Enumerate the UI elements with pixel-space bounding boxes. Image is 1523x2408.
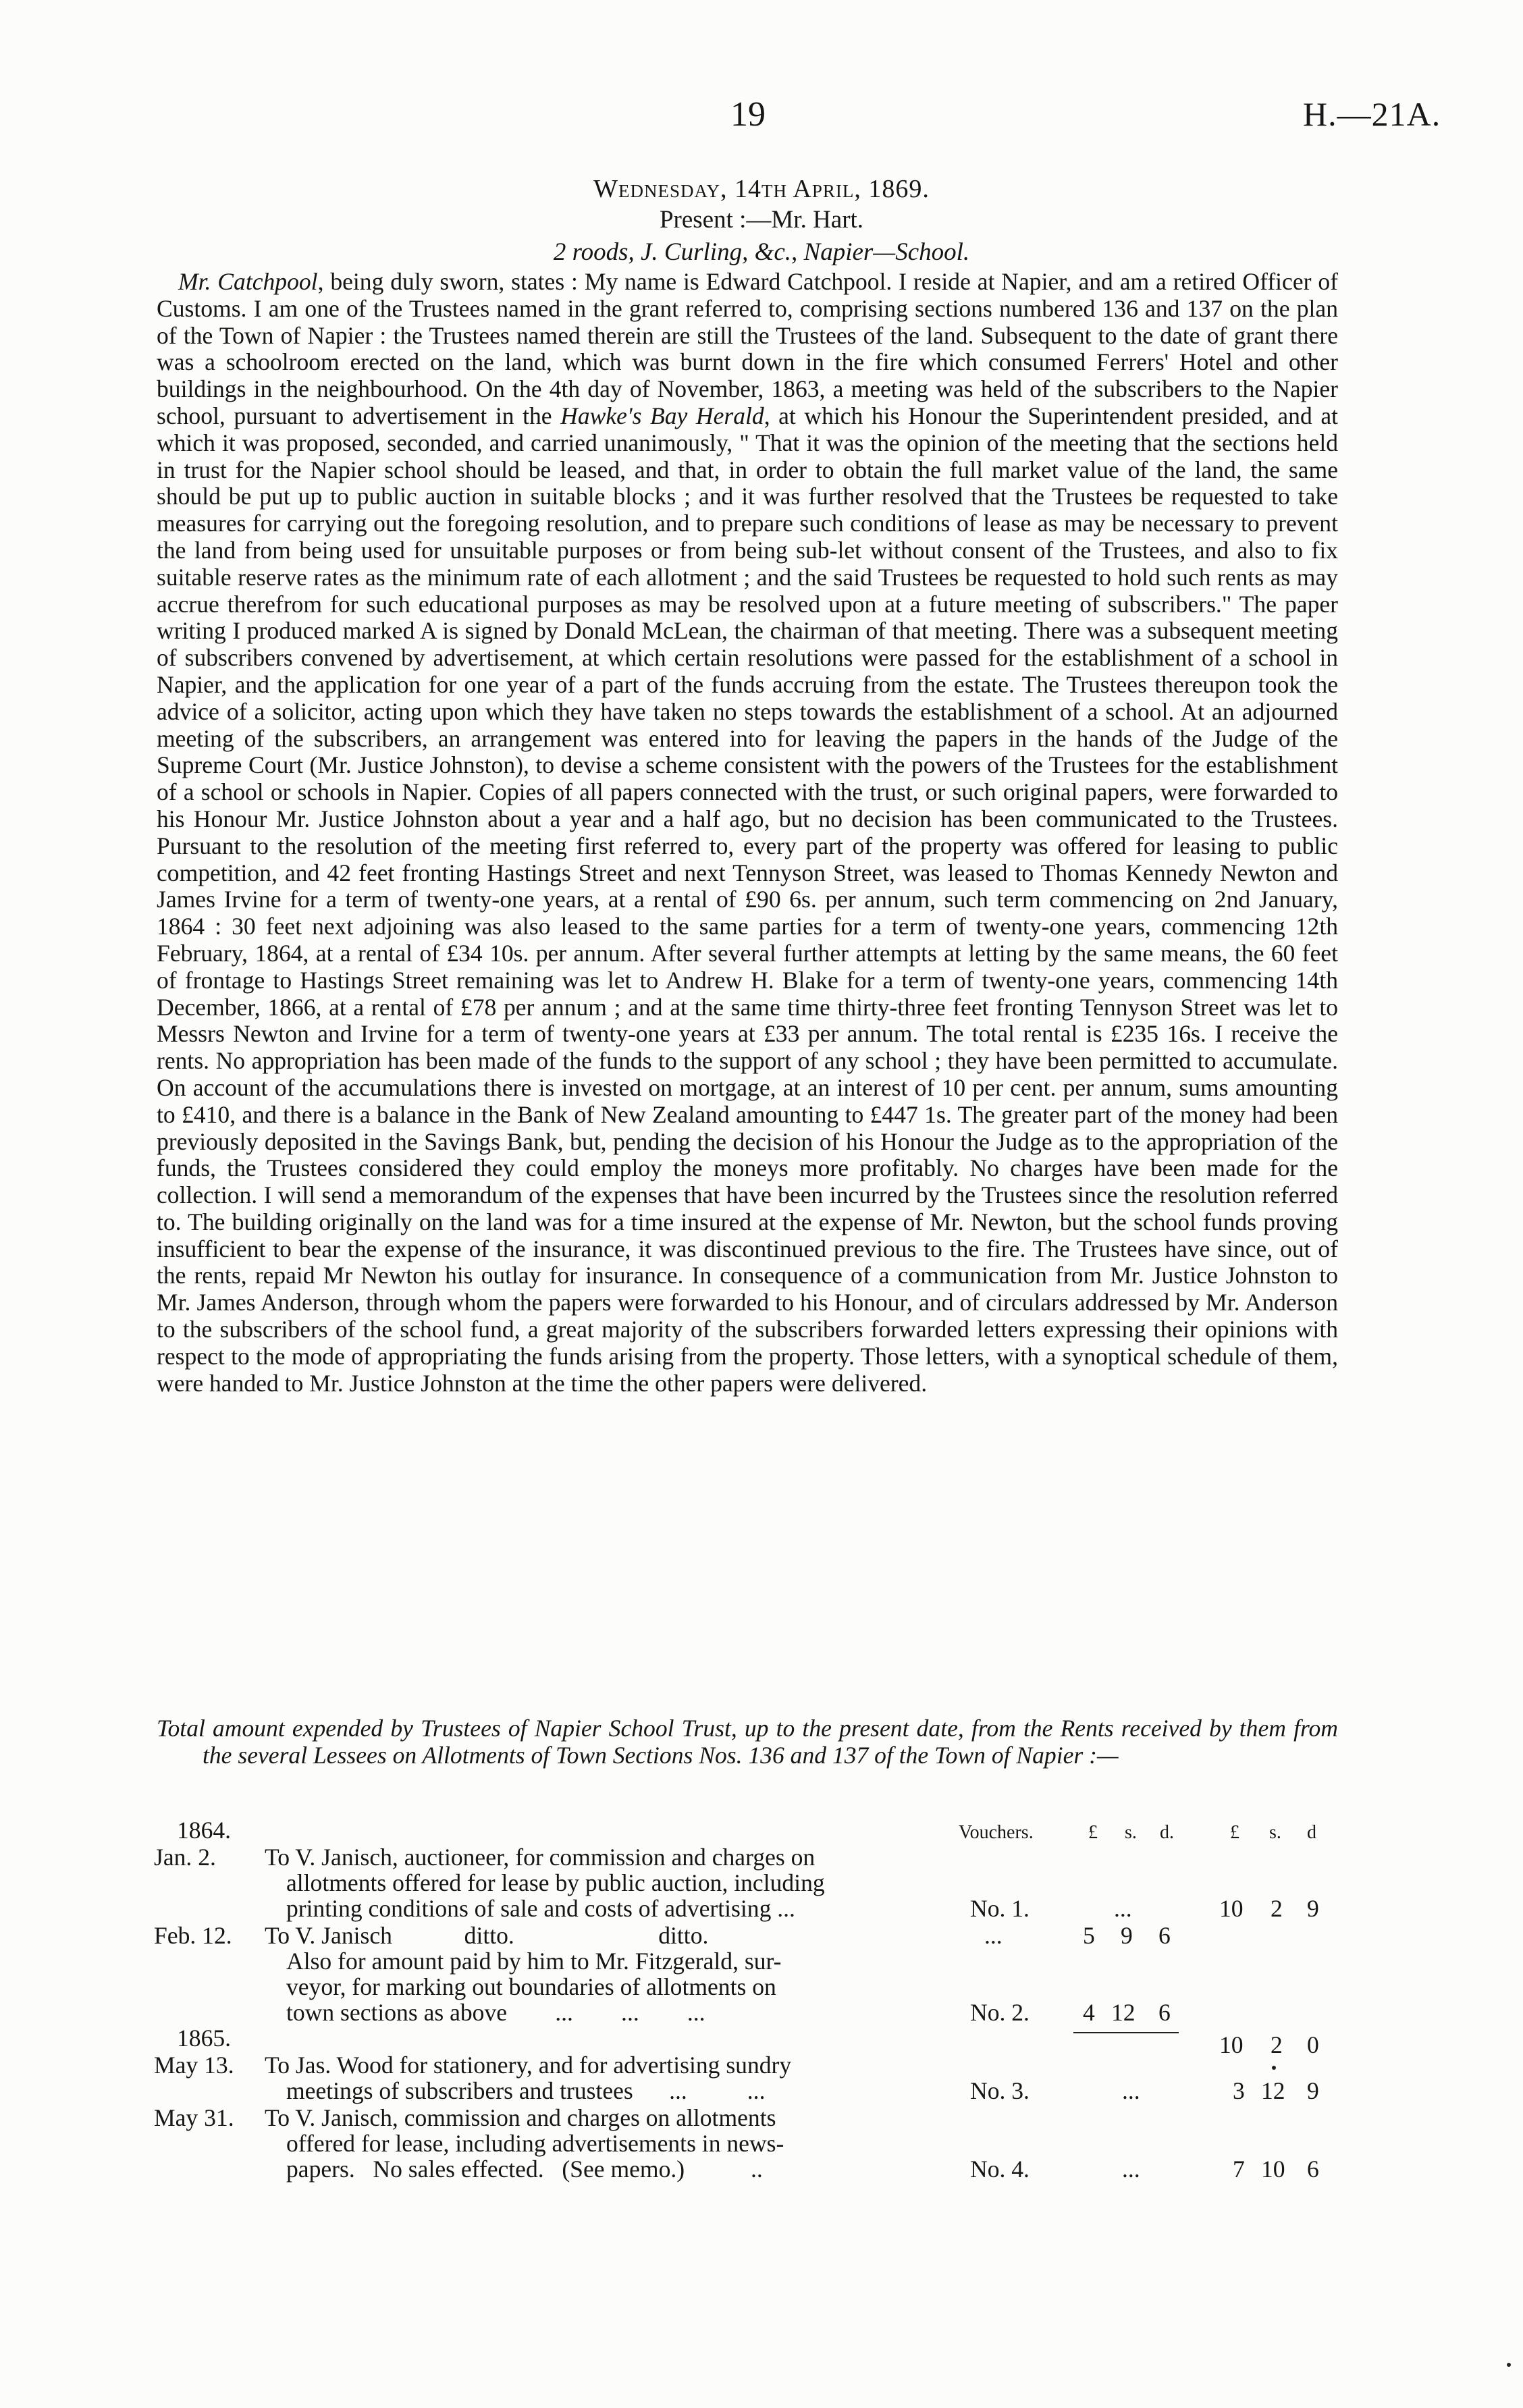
entry-voucher: No. 4. — [970, 2156, 1030, 2183]
entry-subtotal: ... — [1122, 2077, 1140, 2104]
entry-line: To Jas. Wood for stationery, and for advertising sundry — [265, 2052, 792, 2079]
col-shillings-2: s. — [1269, 1822, 1281, 1843]
entry-sub-pence: 6 — [1158, 1999, 1171, 2026]
entry-pounds: 10 — [1219, 2031, 1244, 2058]
newspaper-name: Hawke's Bay Herald — [560, 402, 764, 429]
col-pounds-2: £ — [1230, 1822, 1239, 1843]
entry-line: offered for lease, including advertisements in news- — [286, 2130, 784, 2157]
entry-shillings: 10 — [1261, 2156, 1285, 2183]
ink-dot — [1272, 2066, 1276, 2070]
col-shillings-1: s. — [1125, 1822, 1137, 1843]
witness-name: Mr. Catchpool — [178, 268, 318, 295]
entry-voucher: ... — [984, 1922, 1003, 1949]
entry-pence: 0 — [1307, 2031, 1319, 2058]
entry-description — [265, 2052, 926, 2104]
entry-voucher: No. 3. — [970, 2077, 1030, 2104]
year-1865: 1865. — [177, 2025, 232, 2052]
entry-pounds: 7 — [1233, 2156, 1245, 2183]
entry-date: May 13. — [154, 2052, 234, 2079]
entry-pence: 6 — [1307, 2156, 1319, 2183]
entry-line: town sections as above ... ... ... — [286, 1999, 705, 2026]
entry-line: allotments offered for lease by public auction, including — [286, 1869, 825, 1896]
entry-voucher: No. 1. — [970, 1895, 1030, 1922]
col-pence-1: d. — [1160, 1822, 1174, 1843]
entry-subtotal: ... — [1114, 1895, 1132, 1922]
margin-mark — [1507, 2363, 1511, 2367]
entry-subtotal: ... — [1122, 2156, 1140, 2183]
entry-sub-shillings: 12 — [1111, 1999, 1135, 2026]
entry-voucher: No. 2. — [970, 1999, 1030, 2026]
entry-line: Also for amount paid by him to Mr. Fitzgerald, sur- — [286, 1948, 782, 1975]
testimony-text-2: , at which his Honour the Superintendent presided, and at which it was proposed, seconded, and carried unanimously, " That it was the opinion of the meeting that the sections held in trust for the Napier school should be leased, and that, in order to obtain the full market value of the land, the same should be put up to public auction in suitable blocks ; and it was further resolved that the Trustees be requested to take measures for carrying out the foregoing resolution, and to prepare such conditions of lease as may be necessary to prevent the land from being used for unsuitable purposes or from being sub-let without consent of the Trustees, and also to fix suitable reserve rates as the minimum rate of each allotment ; and the said Trustees be requested to hold such rents as may accrue therefrom for such educational purposes as may be resolved upon at a future meeting of subscribers." The paper writing I produced marked A is signed by Donald McLean, the chairman of that meeting. There was a subsequent meeting of subscribers convened by advertisement, at which certain resolutions were passed for the establishment of a school in Napier, and the application for one year of a part of the funds accruing from the estate. The Trustees thereupon took the advice of a solicitor, acting upon which they have taken no steps towards the establishment of a school. At an adjourned meeting of the subscribers, an arrangement was entered into for leaving the papers in the hands of the Judge of the Supreme Court (Mr. Justice Johnston), to devise a scheme consistent with the powers of the Trustees for the establishment of a school or schools in Napier. Copies of all papers connected with the trust, or such original papers, were forwarded to his Honour Mr. Justice Johnston about a year and a half ago, but no decision has been communicated to the Trustees. Pursuant to the resolution of the meeting first referred to, every part of the property was offered for leasing to public competition, and 42 feet fronting Hastings Street and next Tennyson Street, was leased to Thomas Kennedy Newton and James Irvine for a term of twenty-one years, at a rental of £90 6s. per annum, such term commencing on 2nd January, 1864 : 30 feet next adjoining was also leased to the same parties for a term of twenty-one years, commencing 12th February, 1864, at a rental of £34 10s. per annum. After several further attempts at letting by the same means, the 60 feet of frontage to Hastings Street remaining was let to Andrew H. Blake for a term of twenty-one years, commencing 14th December, 1866, at a rental of £78 per annum ; and at the same time thirty-three feet fronting Tennyson Street was let to Messrs Newton and Irvine for a term of twenty-one years at £33 per annum. The total rental is £235 16s. I receive the rents. No appropriation has been made of the funds to the support of any school ; they have been permitted to accumulate. On account of the accumulations there is invested on mortgage, at an interest of 10 per cent. per annum, sums amounting to £410, and there is a balance in the Bank of New Zealand amounting to £447 1s. The greater part of the money had been previously deposited in the Savings Bank, but, pending the decision of his Honour the Judge as to the appropriation of the funds, the Trustees considered they could employ the moneys more profitably. No charges have been made for the collection. I will send a memorandum of the expenses that have been incurred by the Trustees since the resolution referred to. The building originally on the land was for a time insured at the expense of Mr. Newton, but the school funds proving insufficient to bear the expense of the insurance, it was discontinued previous to the fire. The Trustees have since, out of the rents, repaid Mr Newton his outlay for insurance. In consequence of a communication from Mr. Justice Johnston to Mr. James Anderson, through whom the papers were forwarded to his Honour, and of circulars addressed by Mr. Anderson to the subscribers of the school fund, a great majority of the subscribers forwarded letters expressing their opinions with respect to the mode of appropriating the funds arising from the property. Those letters, with a synoptical schedule of them, were handed to Mr. Justice Johnston at the time the other papers were delivered. — [157, 402, 1338, 1397]
subtotal-rule — [1073, 2032, 1179, 2033]
case-title: 2 roods, J. Curling, &c., Napier—School. — [553, 238, 970, 266]
entry-description — [286, 1948, 926, 2025]
ledger-caption-text: Total amount expended by Trustees of Napier School Trust, up to the present date, from the Rents received by them from the several Lessees on Allotments of Town Sections Nos. 136 and 137 of the Town of Napier :— — [157, 1715, 1338, 1769]
entry-line: To V. Janisch, commission and charges on allotments — [265, 2104, 776, 2131]
entry-sub-pounds: 5 — [1083, 1922, 1095, 1949]
entry-description — [265, 1844, 926, 1921]
entry-date: Feb. 12. — [154, 1922, 232, 1949]
entry-description — [265, 2105, 926, 2182]
entry-sub-pounds: 4 — [1083, 1999, 1095, 2026]
col-pence-2: d — [1307, 1822, 1316, 1843]
entry-pounds: 3 — [1233, 2077, 1245, 2104]
entry-line: To V. Janisch ditto. ditto. — [265, 1922, 709, 1949]
entry-pence: 9 — [1307, 2077, 1319, 2104]
col-pounds-1: £ — [1088, 1822, 1098, 1843]
present-line: Present :—Mr. Hart. — [659, 206, 864, 234]
entry-shillings: 2 — [1271, 2031, 1283, 2058]
entry-sub-shillings: 9 — [1121, 1922, 1133, 1949]
entry-date: May 31. — [154, 2104, 234, 2131]
entry-shillings: 12 — [1261, 2077, 1285, 2104]
entry-pence: 9 — [1307, 1895, 1319, 1922]
entry-line: printing conditions of sale and costs of advertising ... — [286, 1895, 795, 1922]
year-1864: 1864. — [177, 1817, 232, 1844]
entry-line: veyor, for marking out boundaries of allotments on — [286, 1973, 776, 2000]
entry-sub-pence: 6 — [1158, 1922, 1171, 1949]
session-date: Wednesday, 14th April, 1869. — [593, 175, 930, 203]
entry-line: meetings of subscribers and trustees ... ... — [286, 2077, 766, 2104]
document-reference: H.—21A. — [1303, 95, 1441, 133]
page-number: 19 — [730, 95, 766, 134]
entry-pounds: 10 — [1219, 1895, 1244, 1922]
entry-line: To V. Janisch, auctioneer, for commission and charges on — [265, 1844, 816, 1871]
entry-date: Jan. 2. — [154, 1844, 216, 1871]
entry-line: papers. No sales effected. (See memo.) .. — [286, 2156, 763, 2183]
col-vouchers: Vouchers. — [959, 1822, 1034, 1843]
entry-shillings: 2 — [1271, 1895, 1283, 1922]
testimony-text-1: , being duly sworn, states : My name is Edward Catchpool. I reside at Napier, and am a retired Officer of Customs. I am one of the Trustees named in the grant referred to, comprising sections numbered 136 and 137 on the plan of the Town of Napier : the Trustees named therein are still the Trustees of the land. Subsequent to the date of grant there was a schoolroom erected on the land, which was burnt down in the fire which consumed Ferrers' Hotel and other buildings in the neighbourhood. On the 4th day of November, 1863, a meeting was held of the subscribers to the Napier school, pursuant to advertisement in the — [157, 268, 1338, 429]
